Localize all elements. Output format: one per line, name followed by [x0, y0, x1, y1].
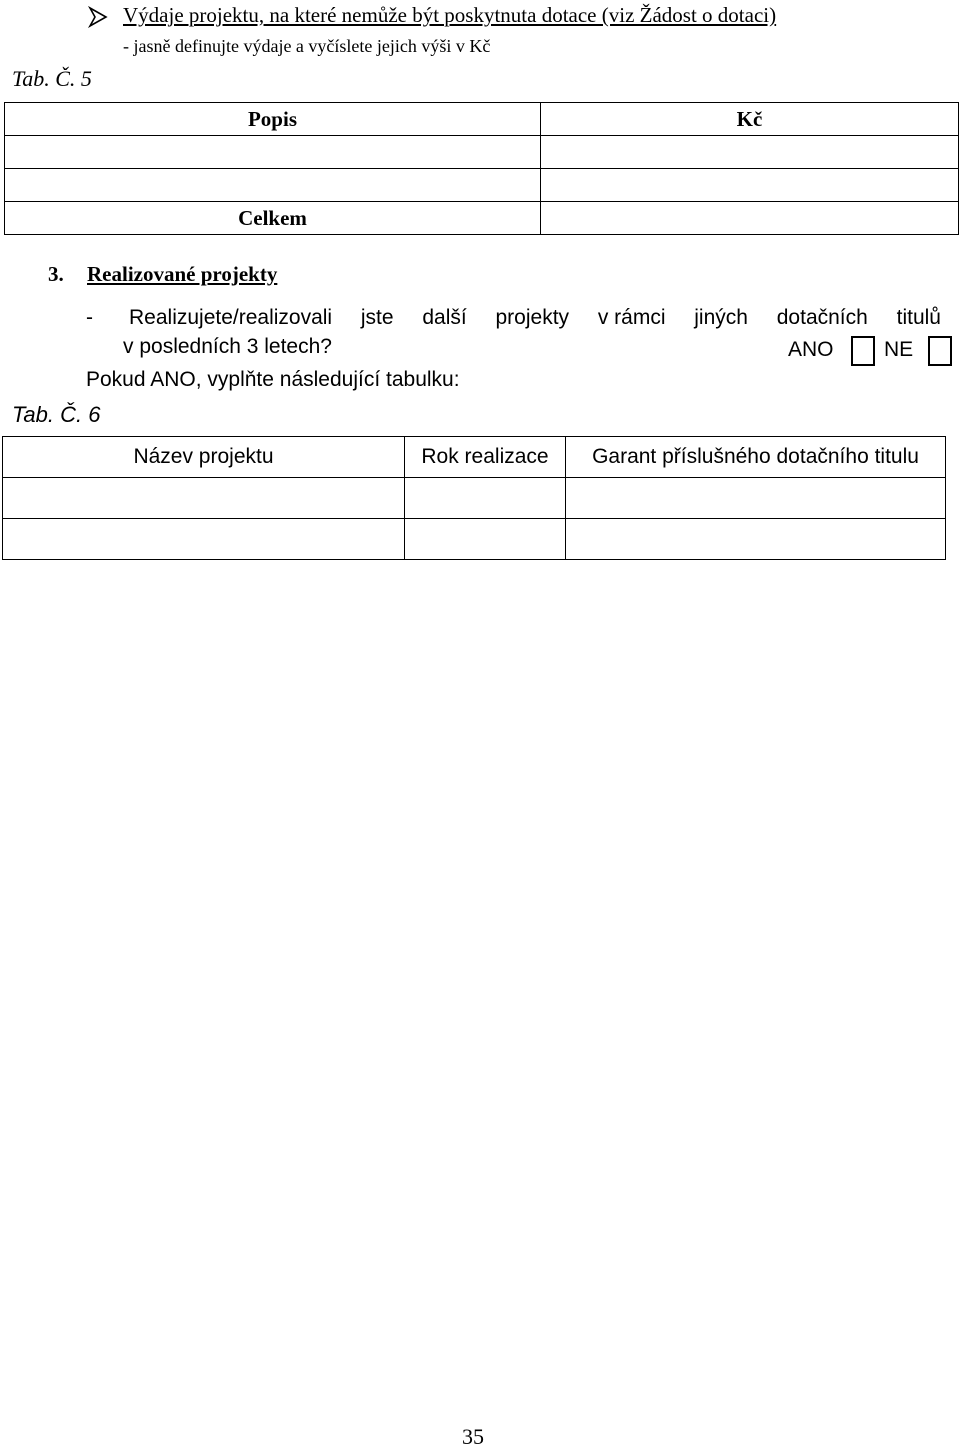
column-header-guarantor: Garant příslušného dotačního titulu [566, 437, 946, 478]
question-dash: - [86, 306, 93, 329]
table-row [5, 169, 959, 202]
table-cell-input[interactable] [405, 519, 566, 560]
table-row [3, 519, 946, 560]
table-row [5, 136, 959, 169]
table-total-row [5, 202, 959, 235]
question-word: dotačních [776, 306, 868, 329]
table-cell-input[interactable] [5, 169, 541, 202]
column-header-kc: Kč [541, 103, 959, 136]
arrow-bullet-icon [88, 6, 108, 28]
table-instruction: Pokud ANO, vyplňte následující tabulku: [86, 368, 460, 391]
question-word: projekty [495, 306, 570, 329]
expenses-table [4, 102, 959, 235]
column-header-year: Rok realizace [405, 437, 566, 478]
column-header-project-name: Název projektu [3, 437, 405, 478]
table5-caption: Tab. Č. 5 [12, 66, 92, 91]
question-word: jiných [694, 306, 748, 329]
question-word: další [422, 306, 467, 329]
question-text-line2: v posledních 3 letech? [123, 335, 332, 358]
table-cell-input[interactable] [566, 519, 946, 560]
table6-caption: Tab. Č. 6 [12, 402, 101, 427]
total-value-input[interactable] [541, 202, 959, 235]
question-word: titulů [896, 306, 941, 329]
table-cell-input[interactable] [3, 519, 405, 560]
no-checkbox[interactable] [928, 336, 952, 366]
question-word: v rámci [597, 306, 666, 329]
question-word: Realizujete/realizovali [129, 306, 333, 329]
table-cell-input[interactable] [405, 478, 566, 519]
table-cell-input[interactable] [541, 169, 959, 202]
table-cell-input[interactable] [566, 478, 946, 519]
section-heading: Výdaje projektu, na které nemůže být poskytnuta dotace (viz Žádost o dotaci) [123, 3, 777, 27]
total-label: Celkem [5, 202, 541, 235]
question-text-line1 [129, 306, 941, 330]
section-number: 3. [48, 262, 64, 286]
section-title: Realizované projekty [87, 262, 278, 286]
question-word: jste [360, 306, 394, 329]
table-cell-input[interactable] [541, 136, 959, 169]
section-instruction: - jasně definujte výdaje a vyčíslete jejich výši v Kč [123, 36, 491, 56]
yes-label: ANO [788, 338, 834, 361]
yes-checkbox[interactable] [851, 336, 875, 366]
no-label: NE [884, 338, 914, 361]
table-header-row [3, 437, 946, 478]
page-number: 35 [462, 1424, 484, 1449]
table-cell-input[interactable] [3, 478, 405, 519]
table-cell-input[interactable] [5, 136, 541, 169]
table-header-row [5, 103, 959, 136]
table-row [3, 478, 946, 519]
projects-table [2, 436, 946, 560]
column-header-popis: Popis [5, 103, 541, 136]
